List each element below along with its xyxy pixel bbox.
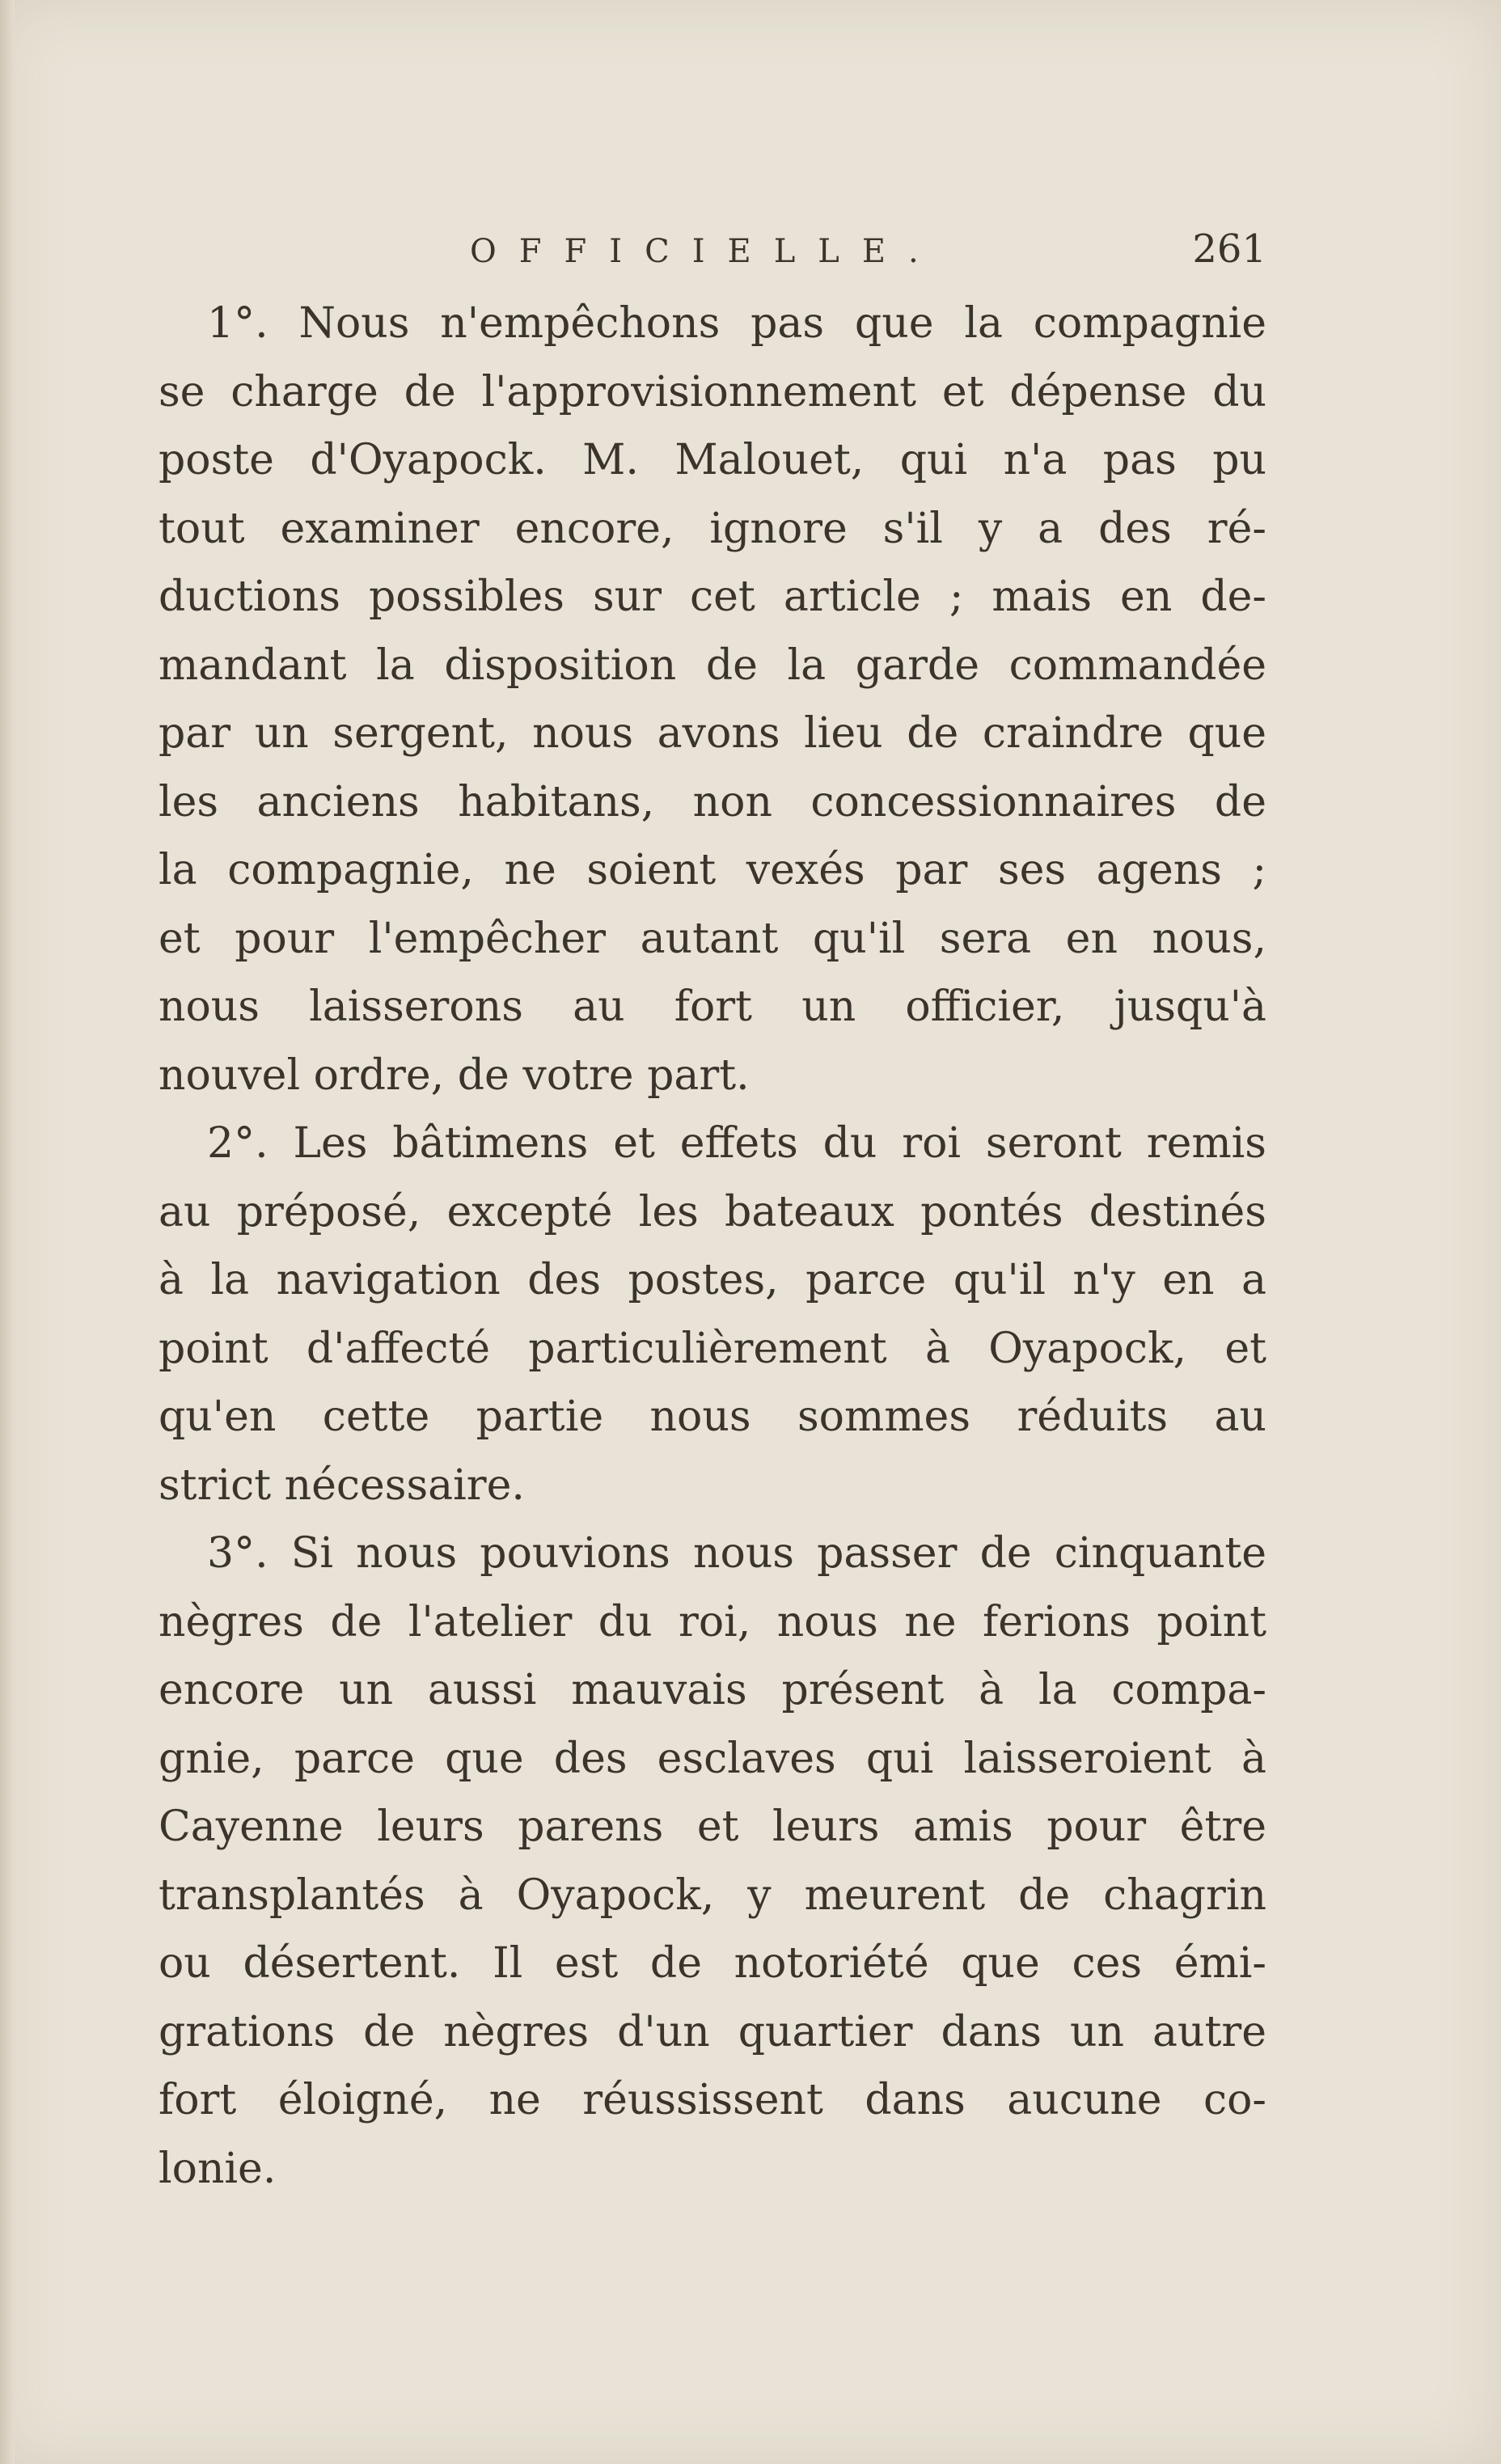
text-line: fort éloigné, ne réussissent dans aucune co- (159, 2076, 1266, 2124)
text-line: et pour l'empêcher autant qu'il sera en nous, (159, 914, 1266, 963)
text-line: poste d'Oyapock. M. Malouet, qui n'a pas pu (159, 436, 1266, 484)
text-line: 1°. Nous n'empêchons pas que la compagnie (207, 299, 1266, 348)
text-line: Cayenne leurs parens et leurs amis pour être (159, 1803, 1266, 1851)
text-block (159, 226, 1266, 2203)
text-line: nous laisserons au fort un officier, jusqu'à (159, 983, 1266, 1031)
text-line: strict nécessaire. (159, 1460, 525, 1510)
running-head (159, 226, 1266, 283)
text-line: nouvel ordre, de votre part. (159, 1050, 750, 1100)
text-line: la compagnie, ne soient vexés par ses agens ; (159, 846, 1266, 894)
text-line: point d'affecté particulièrement à Oyapock, et (159, 1324, 1266, 1373)
text-line: au préposé, excepté les bateaux pontés destinés (159, 1187, 1266, 1236)
text-line: encore un aussi mauvais présent à la compa- (159, 1666, 1266, 1714)
paragraph-1 (159, 290, 1266, 1109)
text-line: se charge de l'approvisionnement et dépense du (159, 367, 1266, 416)
text-line: ductions possibles sur cet article ; mais en de- (159, 573, 1266, 621)
text-line: à la navigation des postes, parce qu'il n'y en a (159, 1256, 1266, 1304)
text-line: nègres de l'atelier du roi, nous ne ferions point (159, 1597, 1266, 1646)
text-line: par un sergent, nous avons lieu de craindre que (159, 709, 1266, 758)
page-gutter-edge (0, 0, 15, 2464)
text-line: tout examiner encore, ignore s'il y a des ré- (159, 504, 1266, 553)
text-line: grations de nègres d'un quartier dans un autre (159, 2007, 1266, 2056)
text-line: les anciens habitans, non concessionnaires de (159, 777, 1266, 826)
running-title: OFFICIELLE. (470, 233, 941, 270)
text-line: gnie, parce que des esclaves qui laisseroient à (159, 1734, 1266, 1783)
text-line: transplantés à Oyapock, y meurent de chagrin (159, 1870, 1266, 1920)
text-line: 3°. Si nous pouvions nous passer de cinquante (207, 1529, 1266, 1578)
text-line: mandant la disposition de la garde commandée (159, 640, 1266, 690)
text-line: qu'en cette partie nous sommes réduits au (159, 1393, 1266, 1441)
text-line: ou désertent. Il est de notoriété que ces émi- (159, 1939, 1266, 1988)
text-line: lonie. (159, 2144, 277, 2193)
paragraph-2 (159, 1109, 1266, 1519)
page-number: 261 (1192, 226, 1266, 272)
paragraph-3 (159, 1519, 1266, 2203)
text-line: 2°. Les bâtimens et effets du roi seront remis (207, 1119, 1266, 1168)
